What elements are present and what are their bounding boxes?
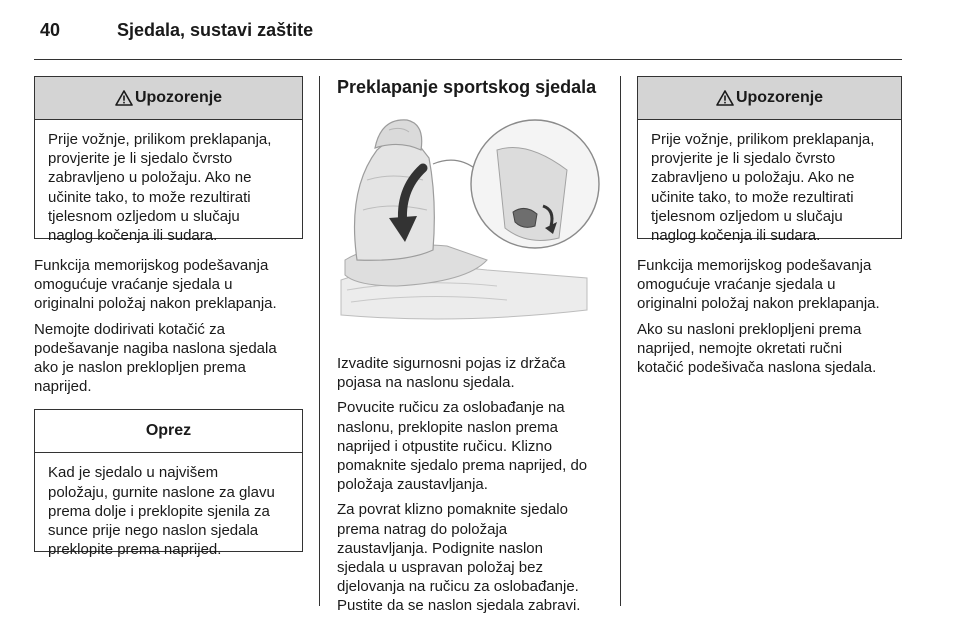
seat-illustration-icon	[337, 110, 605, 326]
text-line: omogućuje vraćanje sjedala u	[34, 276, 233, 294]
caution-line: sunce prije nego naslon sjedala	[48, 522, 259, 540]
text-line: naprijed.	[34, 378, 92, 396]
text-line: naslonu, preklopite naslon prema	[337, 418, 558, 436]
warning-triangle-icon	[115, 90, 133, 106]
text-line: pomaknite sjedalo prema naprijed, do	[337, 457, 588, 475]
column-right	[637, 76, 902, 377]
warning-line: naglog kočenja ili sudara.	[48, 227, 218, 245]
paragraph-memory-function	[637, 256, 902, 314]
text-line: originalni položaj nakon preklapanja.	[34, 295, 277, 313]
text-line: zaustavljanja. Podignite naslon	[337, 539, 543, 557]
warning-line: učinite tako, to može rezultirati	[651, 188, 854, 206]
seat-fold-illustration	[337, 110, 605, 326]
paragraph-do-not-touch	[34, 320, 303, 397]
text-line: Za povrat klizno pomaknite sjedalo	[337, 501, 568, 519]
page-number: 40	[40, 20, 61, 40]
text-line: omogućuje vraćanje sjedala u	[637, 276, 836, 294]
paragraph-memory-function	[34, 256, 303, 314]
warning-box	[637, 76, 902, 245]
text-line: položaja zaustavljanja.	[337, 476, 488, 494]
text-line: naprijed, nemojte okretati ručni	[637, 339, 843, 357]
text-line: sjedala u uspravan položaj bez	[337, 559, 543, 577]
warning-line: Prije vožnje, prilikom preklapanja,	[48, 131, 272, 148]
caution-line: prema dolje i preklopite sjenila za	[48, 502, 270, 520]
column-left	[34, 76, 303, 559]
caution-text	[35, 453, 302, 569]
caution-label: Oprez	[145, 422, 192, 440]
text-line: ako je naslon preklopljen prema	[34, 359, 246, 377]
text-line: naprijed i otpustite ručicu. Klizno	[337, 437, 553, 455]
text-line: djelovanja na ručicu za oslobađanje.	[337, 578, 579, 596]
warning-line: tjelesnom ozljedom u slučaju	[48, 207, 240, 225]
warning-line: Prije vožnje, prilikom preklapanja,	[651, 131, 875, 148]
text-line: Nemojte dodirivati kotačić za	[34, 320, 225, 338]
text-line: prema natrag do položaja	[337, 520, 508, 538]
text-line: originalni položaj nakon preklapanja.	[637, 295, 880, 313]
warning-text	[35, 120, 302, 255]
text-line: Izvadite sigurnosni pojas iz držača	[337, 355, 566, 372]
header-rule	[34, 59, 902, 60]
paragraph-return	[337, 500, 605, 615]
caution-line: položaju, gurnite naslone za glavu	[48, 483, 275, 501]
warning-line: zabravljeno u položaju. Ako ne	[48, 169, 252, 187]
text-line: Ako su nasloni preklopljeni prema	[637, 320, 862, 338]
section-title: Preklapanje sportskog sjedala	[337, 77, 597, 97]
text-line: Povucite ručicu za oslobađanje na	[337, 399, 565, 417]
warning-line: tjelesnom ozljedom u slučaju	[651, 207, 843, 225]
warning-line: naglog kočenja ili sudara.	[651, 227, 821, 245]
warning-label: Upozorenje	[134, 89, 223, 106]
paragraph-remove-belt	[337, 354, 605, 392]
warning-line: zabravljeno u položaju. Ako ne	[651, 169, 855, 187]
column-divider-right	[620, 76, 621, 606]
warning-box-header	[35, 77, 302, 120]
text-line: Funkcija memorijskog podešavanja	[637, 257, 872, 274]
warning-box	[34, 76, 303, 245]
warning-text	[638, 120, 901, 255]
caution-box-header	[35, 410, 302, 453]
text-line: kotačić podešivača naslona sjedala.	[637, 359, 877, 377]
warning-line: učinite tako, to može rezultirati	[48, 188, 251, 206]
caution-box	[34, 409, 303, 559]
page-header-title: Sjedala, sustavi zaštite	[117, 20, 314, 40]
text-line: podešavanje nagiba naslona sjedala	[34, 339, 277, 357]
warning-box-header	[638, 77, 901, 120]
warning-line: provjerite je li sjedalo čvrsto	[651, 150, 836, 168]
warning-line: provjerite je li sjedalo čvrsto	[48, 150, 233, 168]
text-line: pojasa na naslonu sjedala.	[337, 374, 515, 392]
warning-triangle-icon	[716, 90, 734, 106]
caution-line: Kad je sjedalo u najvišem	[48, 464, 219, 482]
paragraph-fold-forward	[337, 398, 605, 494]
caution-line: preklopite prema naprijed.	[48, 541, 222, 559]
text-line: Pustite da se naslon sjedala zabravi.	[337, 597, 581, 615]
warning-label: Upozorenje	[735, 89, 824, 106]
column-divider-left	[319, 76, 320, 606]
paragraph-do-not-turn	[637, 320, 902, 378]
text-line: Funkcija memorijskog podešavanja	[34, 257, 269, 274]
column-middle	[337, 76, 605, 616]
